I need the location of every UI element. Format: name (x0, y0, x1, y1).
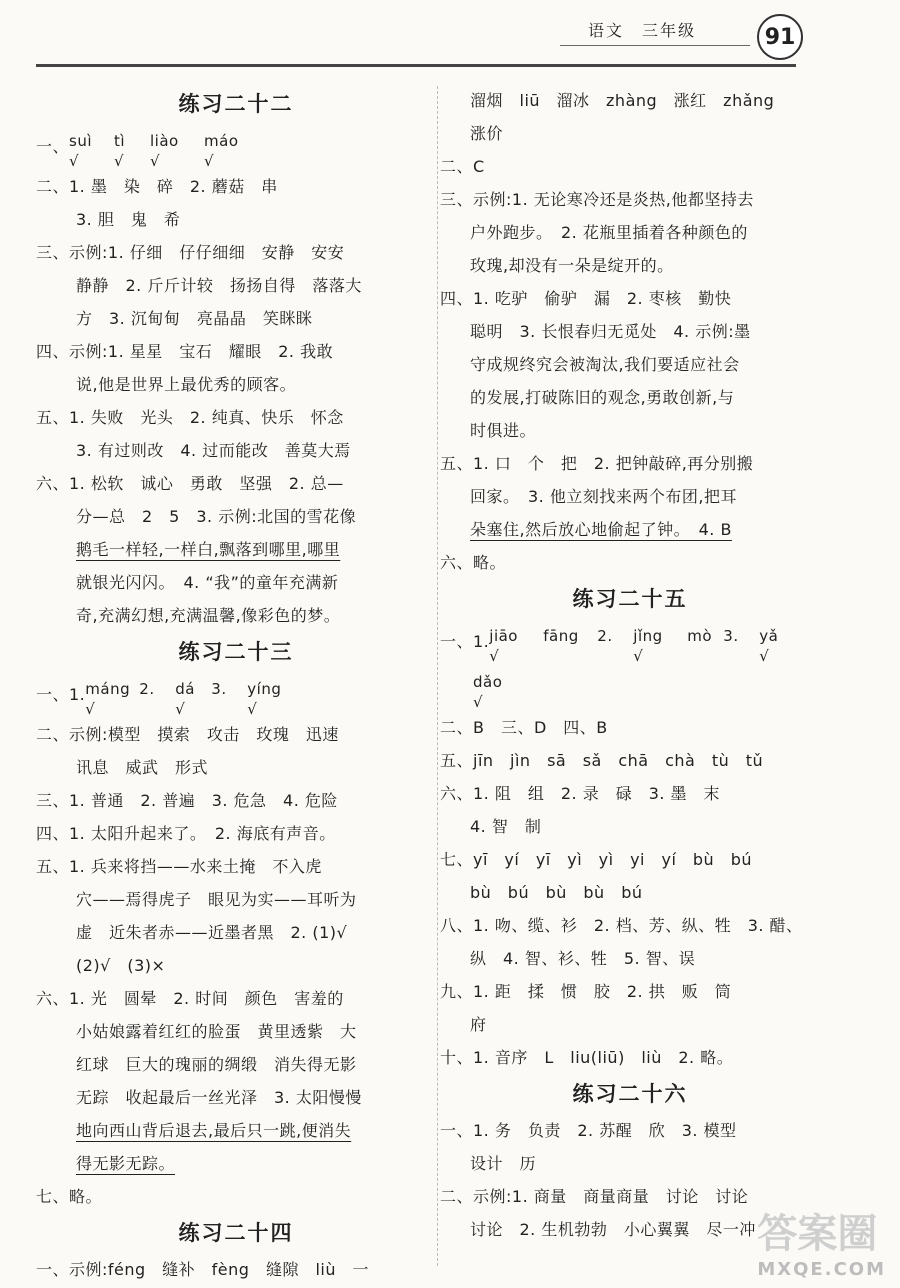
answer-line: 三、1. 普通 2. 普遍 3. 危急 4. 危险 (36, 791, 338, 810)
pinyin-text: fāng (543, 627, 579, 645)
check-mark: √ (85, 700, 96, 718)
answer-line: 五、1. 兵来将挡——水来土掩 不入虎 (36, 857, 322, 876)
check-mark: √ (473, 693, 484, 711)
answer-line: 九、1. 距 揉 惯 胶 2. 拱 贩 筒 (440, 982, 732, 1001)
check-mark (723, 647, 734, 665)
pinyin-line (36, 672, 436, 718)
page-number-badge: 91 (757, 14, 803, 60)
header-thin-rule (560, 45, 750, 46)
answer-line: 3. 有过则改 4. 过而能改 善莫大焉 (76, 441, 351, 460)
check-mark (211, 700, 222, 718)
answer-line: 府 (470, 1015, 487, 1034)
pinyin-text: liào (150, 132, 179, 150)
answer-line: 六、1. 光 圆晕 2. 时间 颜色 害羞的 (36, 989, 344, 1008)
exercise-title: 练习二十六 (572, 1082, 688, 1106)
answer-line: 一、1. 务 负责 2. 苏醒 欣 3. 模型 (440, 1121, 737, 1140)
pinyin-text: yǎ (759, 627, 779, 645)
answer-line: 六、略。 (440, 553, 507, 572)
answer-line: 一、示例:féng 缝补 fèng 缝隙 liù 一 (36, 1260, 369, 1279)
check-mark (543, 647, 554, 665)
pinyin-answer (597, 627, 623, 665)
pinyin-answer (543, 627, 587, 665)
answer-line: 五、jīn jìn sā sǎ chā chà tù tǔ (440, 751, 764, 770)
answer-line: 二、示例:模型 摸索 攻击 玫瑰 迅速 (36, 725, 339, 744)
answer-line: 七、略。 (36, 1187, 103, 1206)
pinyin-answer (69, 132, 104, 170)
answer-line: 三、示例:1. 无论寒冷还是炎热,他都坚持去 (440, 190, 754, 209)
answer-line: 3. 胆 鬼 希 (76, 210, 181, 229)
answer-line: 二、示例:1. 商量 商量商量 讨论 讨论 (440, 1187, 749, 1206)
answer-line: 户外跑步。 2. 花瓶里插着各种颜色的 (470, 223, 748, 242)
answer-line: 就银光闪闪。 4. “我”的童年充满新 (76, 573, 339, 592)
answer-line: 二、C (440, 157, 485, 176)
page-header (0, 0, 900, 80)
answer-line: 朵塞住,然后放心地偷起了钟。 4. B (470, 520, 732, 539)
pinyin-text: dá (175, 680, 195, 698)
answer-line: 4. 智 制 (470, 817, 542, 836)
answer-line: 设计 历 (470, 1154, 537, 1173)
pinyin-text: 3. (211, 680, 227, 698)
exercise-title: 练习二十二 (178, 92, 294, 116)
check-mark (139, 700, 150, 718)
answer-line: 十、1. 音序 L liu(liū) liù 2. 略。 (440, 1048, 734, 1067)
pinyin-answer (139, 680, 165, 718)
watermark-main: 答案圈 (757, 1211, 878, 1257)
pinyin-answer (723, 627, 749, 665)
answer-line: 聪明 3. 长恨春归无觅处 4. 示例:墨 (470, 322, 751, 341)
check-mark: √ (489, 647, 500, 665)
column-divider (437, 86, 439, 1266)
pinyin-answer (150, 132, 194, 170)
question-number (440, 678, 473, 697)
answer-line: 得无影无踪。 (76, 1154, 176, 1173)
check-mark: √ (759, 647, 770, 665)
check-mark: √ (69, 152, 80, 170)
answer-line: 讯息 威武 形式 (76, 758, 209, 777)
answer-line: 小姑娘露着红红的脸蛋 黄里透紫 大 (76, 1022, 357, 1041)
answer-line: 说,他是世界上最优秀的顾客。 (76, 375, 297, 394)
exercise-title: 练习二十四 (178, 1221, 294, 1245)
answer-line: 红球 巨大的瑰丽的绸缎 消失得无影 (76, 1055, 357, 1074)
pinyin-answer (175, 680, 201, 718)
check-mark: √ (633, 647, 644, 665)
pinyin-text: 2. (139, 680, 155, 698)
answer-line: 纵 4. 智、衫、牲 5. 智、误 (470, 949, 696, 968)
exercise-title: 练习二十三 (178, 640, 294, 664)
answer-line: 静静 2. 斤斤计较 扬扬自得 落落大 (76, 276, 362, 295)
pinyin-text: máng (85, 680, 131, 698)
pinyin-answer (759, 627, 785, 665)
check-mark: √ (175, 700, 186, 718)
check-mark: √ (150, 152, 161, 170)
answer-line: 六、1. 阻 组 2. 录 碌 3. 墨 末 (440, 784, 721, 803)
check-mark: √ (204, 152, 215, 170)
answer-line: 奇,充满幻想,充满温馨,像彩色的梦。 (76, 606, 341, 625)
pinyin-text: tì (114, 132, 126, 150)
answer-line: (2)√ (3)× (76, 956, 166, 975)
answer-line: 方 3. 沉甸甸 亮晶晶 笑眯眯 (76, 309, 313, 328)
pinyin-answer (633, 627, 677, 665)
answer-line: 四、示例:1. 星星 宝石 耀眼 2. 我敢 (36, 342, 334, 361)
answer-line: 五、1. 口 个 把 2. 把钟敲碎,再分别搬 (440, 454, 754, 473)
answer-line: 地向西山背后退去,最后只一跳,便消失 (76, 1121, 352, 1140)
pinyin-answer (114, 132, 140, 170)
check-mark (687, 647, 698, 665)
question-number: 一、1. (36, 685, 86, 704)
pinyin-text: yíng (247, 680, 282, 698)
check-mark: √ (114, 152, 125, 170)
answer-line: 溜烟 liū 溜冰 zhàng 涨红 zhǎng (470, 91, 775, 110)
watermark-sub: MXQE.COM (757, 1259, 886, 1280)
answer-line: 六、1. 松软 诚心 勇敢 坚强 2. 总— (36, 474, 344, 493)
header-rule (36, 64, 796, 67)
answer-line: 讨论 2. 生机勃勃 小心翼翼 尽一冲 (470, 1220, 756, 1239)
exercise-title: 练习二十五 (572, 587, 688, 611)
pinyin-answer (473, 673, 508, 711)
answer-line: 无踪 收起最后一丝光泽 3. 太阳慢慢 (76, 1088, 362, 1107)
answer-line: 玫瑰,却没有一朵是绽开的。 (470, 256, 674, 275)
answer-line: 三、示例:1. 仔细 仔仔细细 安静 安安 (36, 243, 345, 262)
left-column (36, 84, 436, 1286)
pinyin-answer (687, 627, 713, 665)
watermark-logo (757, 1202, 886, 1280)
pinyin-text: máo (204, 132, 239, 150)
answer-line: 回家。 3. 他立刻找来两个布团,把耳 (470, 487, 737, 506)
answer-line: 二、B 三、D 四、B (440, 718, 608, 737)
answer-line: 分—总 2 5 3. 示例:北国的雪花像 (76, 507, 357, 526)
question-number: 一、 (36, 137, 70, 156)
check-mark (597, 647, 608, 665)
answer-line: 守成规终究会被淘汰,我们要适应社会 (470, 355, 740, 374)
answer-line: bù bú bù bù bú (470, 883, 643, 902)
answer-line: 虚 近朱者赤——近墨者黑 2. (1)√ (76, 923, 348, 942)
pinyin-answer (211, 680, 237, 718)
pinyin-line (440, 619, 820, 665)
pinyin-line (36, 124, 436, 170)
pinyin-line (440, 665, 820, 711)
pinyin-text: dǎo (473, 673, 503, 691)
answer-line: 五、1. 失败 光头 2. 纯真、快乐 怀念 (36, 408, 344, 427)
answer-line: 二、1. 墨 染 碎 2. 蘑菇 串 (36, 177, 278, 196)
pinyin-text: jǐng (633, 627, 663, 645)
header-subject-grade: 语文 三年级 (588, 21, 697, 40)
pinyin-text: jiāo (489, 627, 518, 645)
answer-line: 的发展,打破陈旧的观念,勇敢创新,与 (470, 388, 735, 407)
answer-line: 四、1. 吃驴 偷驴 漏 2. 枣核 勤快 (440, 289, 732, 308)
pinyin-text: suì (69, 132, 93, 150)
pinyin-answer (489, 627, 533, 665)
answer-line: 八、1. 吻、缆、衫 2. 档、芳、纵、牲 3. 醋、 (440, 916, 803, 935)
pinyin-answer (85, 680, 131, 718)
pinyin-answer (204, 132, 239, 170)
question-number: 一、1. (440, 632, 490, 651)
answer-line: 四、1. 太阳升起来了。 2. 海底有声音。 (36, 824, 336, 843)
answer-line: 穴——焉得虎子 眼见为实——耳听为 (76, 890, 357, 909)
pinyin-answer (247, 680, 291, 718)
pinyin-text: mò (687, 627, 713, 645)
answer-line: 涨价 (470, 124, 504, 143)
pinyin-text: 2. (597, 627, 613, 645)
answer-line: 鹅毛一样轻,一样白,飘落到哪里,哪里 (76, 540, 341, 559)
pinyin-text: 3. (723, 627, 739, 645)
answer-line: 时俱进。 (470, 421, 537, 440)
right-column (440, 84, 820, 1246)
answer-line: 七、yī yí yī yì yì yi yí bù bú (440, 850, 752, 869)
check-mark: √ (247, 700, 258, 718)
